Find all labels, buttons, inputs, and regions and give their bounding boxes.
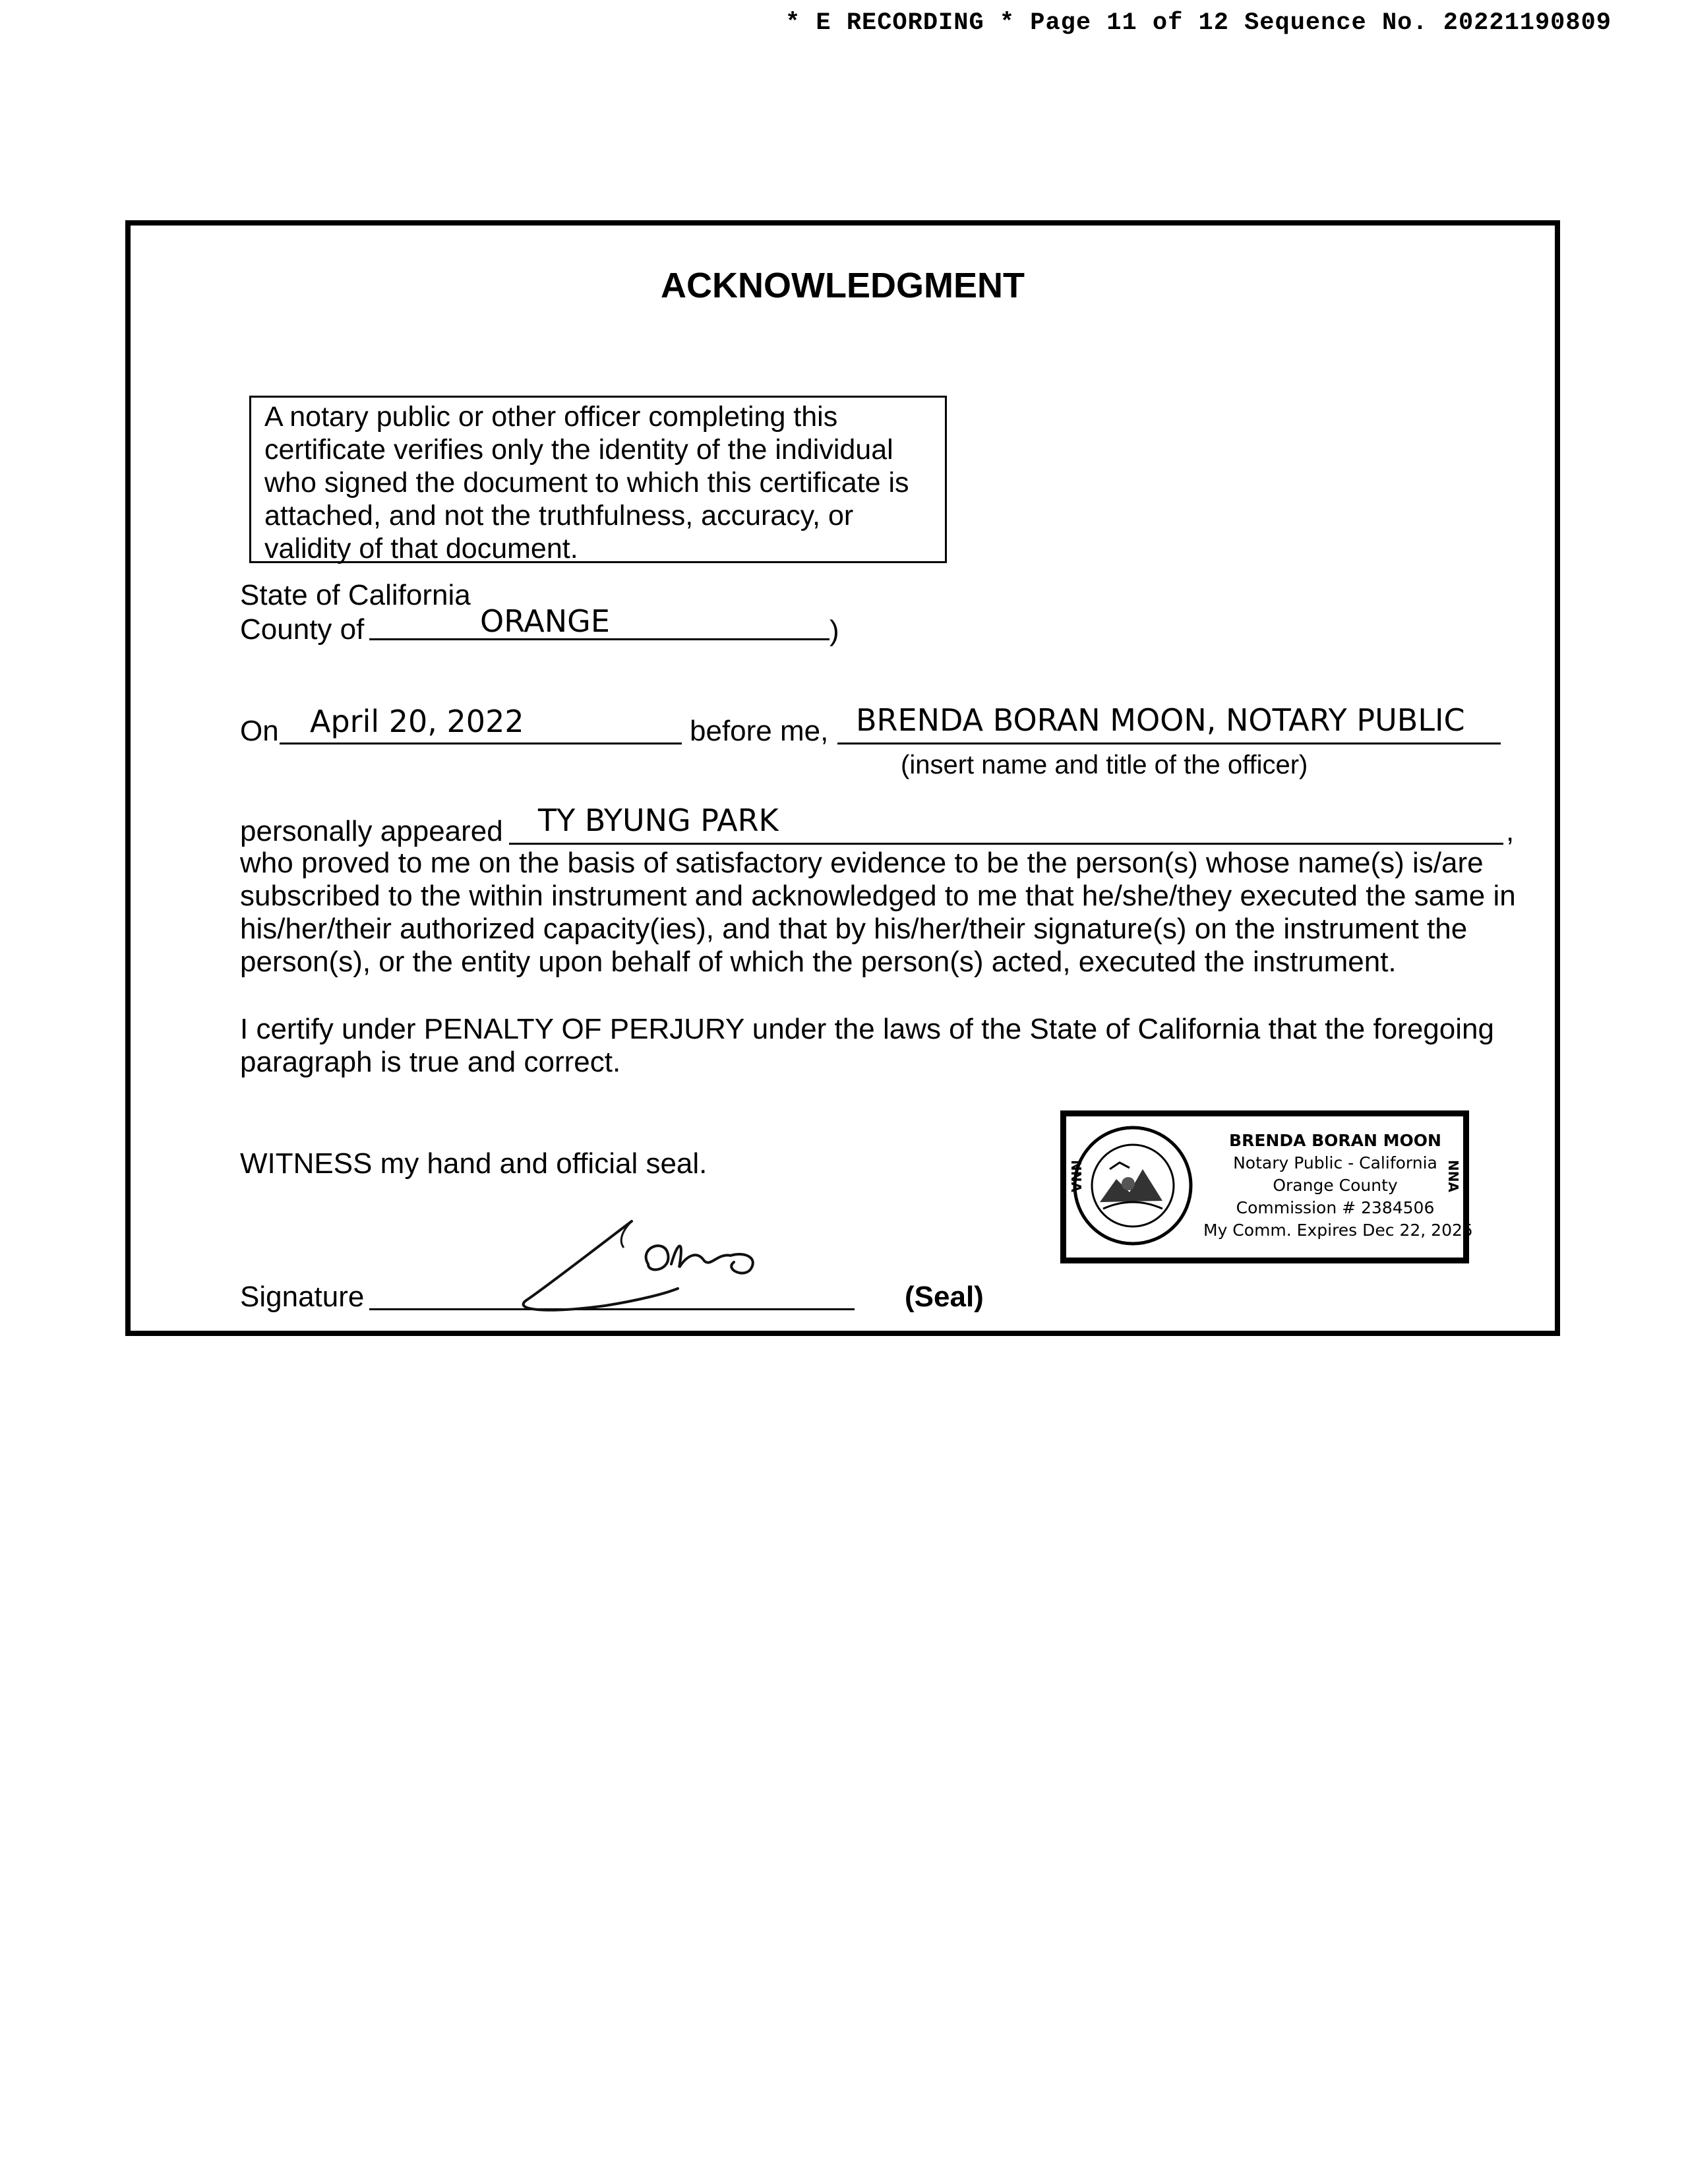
form-title: ACKNOWLEDGMENT — [661, 266, 1025, 305]
proved-line: his/her/their authorized capacity(ies), and that by his/her/their signature(s) on the instrument the — [240, 913, 1468, 945]
county-label: County of — [240, 613, 365, 646]
nna-mark-left: NNA — [1068, 1160, 1084, 1192]
state-label: State of California — [240, 579, 471, 611]
certify-line: paragraph is true and correct. — [240, 1046, 621, 1078]
acknowledgment-form — [125, 220, 1560, 1336]
seal-county: Orange County — [1273, 1176, 1398, 1195]
officer-caption: (insert name and title of the officer) — [901, 750, 1308, 779]
certify-line: I certify under PENALTY OF PERJURY under the laws of the State of California that the foregoing — [240, 1013, 1494, 1045]
recording-header: * E RECORDING * Page 11 of 12 Sequence No. 20221190809 — [785, 9, 1612, 37]
seal-notary-name: BRENDA BORAN MOON — [1229, 1131, 1441, 1150]
nna-mark-right: NNA — [1445, 1160, 1461, 1192]
proved-line: person(s), or the entity upon behalf of which the person(s) acted, executed the instrument. — [240, 946, 1397, 978]
date-line — [280, 743, 682, 744]
notice-line: attached, and not the truthfulness, accuracy, or — [264, 500, 854, 531]
before-me-label: before me, — [690, 715, 829, 747]
handwritten-signature — [506, 1201, 810, 1320]
officer-line — [837, 743, 1501, 744]
county-value: ORANGE — [480, 603, 610, 639]
seal-expiration: My Comm. Expires Dec 22, 2025 — [1203, 1221, 1473, 1240]
appeared-line — [509, 843, 1503, 845]
appeared-comma: , — [1506, 815, 1515, 847]
notice-line: A notary public or other officer completing this — [264, 401, 838, 433]
notary-seal-stamp — [1060, 1110, 1473, 1263]
appeared-label: personally appeared — [240, 815, 503, 847]
county-paren: ) — [829, 615, 839, 647]
signature-label: Signature — [240, 1281, 365, 1313]
seal-label: (Seal) — [905, 1281, 984, 1313]
proved-line: subscribed to the within instrument and acknowledged to me that he/she/they executed the same in — [240, 880, 1516, 912]
proved-line: who proved to me on the basis of satisfactory evidence to be the person(s) whose name(s) is/are — [240, 847, 1484, 879]
california-seal-emblem — [1070, 1123, 1195, 1248]
notice-line: validity of that document. — [264, 533, 578, 564]
notice-line: who signed the document to which this certificate is — [264, 467, 909, 499]
date-value: April 20, 2022 — [310, 704, 524, 739]
witness-text: WITNESS my hand and official seal. — [240, 1147, 708, 1180]
seal-text — [1203, 1130, 1473, 1242]
seal-commission: Commission # 2384506 — [1236, 1198, 1435, 1217]
officer-value: BRENDA BORAN MOON, NOTARY PUBLIC — [856, 702, 1465, 738]
notary-notice-box — [249, 396, 947, 563]
on-label: On — [240, 715, 279, 747]
notice-line: certificate verifies only the identity of the individual — [264, 434, 893, 466]
appeared-value: TY BYUNG PARK — [538, 803, 779, 838]
seal-title: Notary Public - California — [1233, 1153, 1437, 1172]
